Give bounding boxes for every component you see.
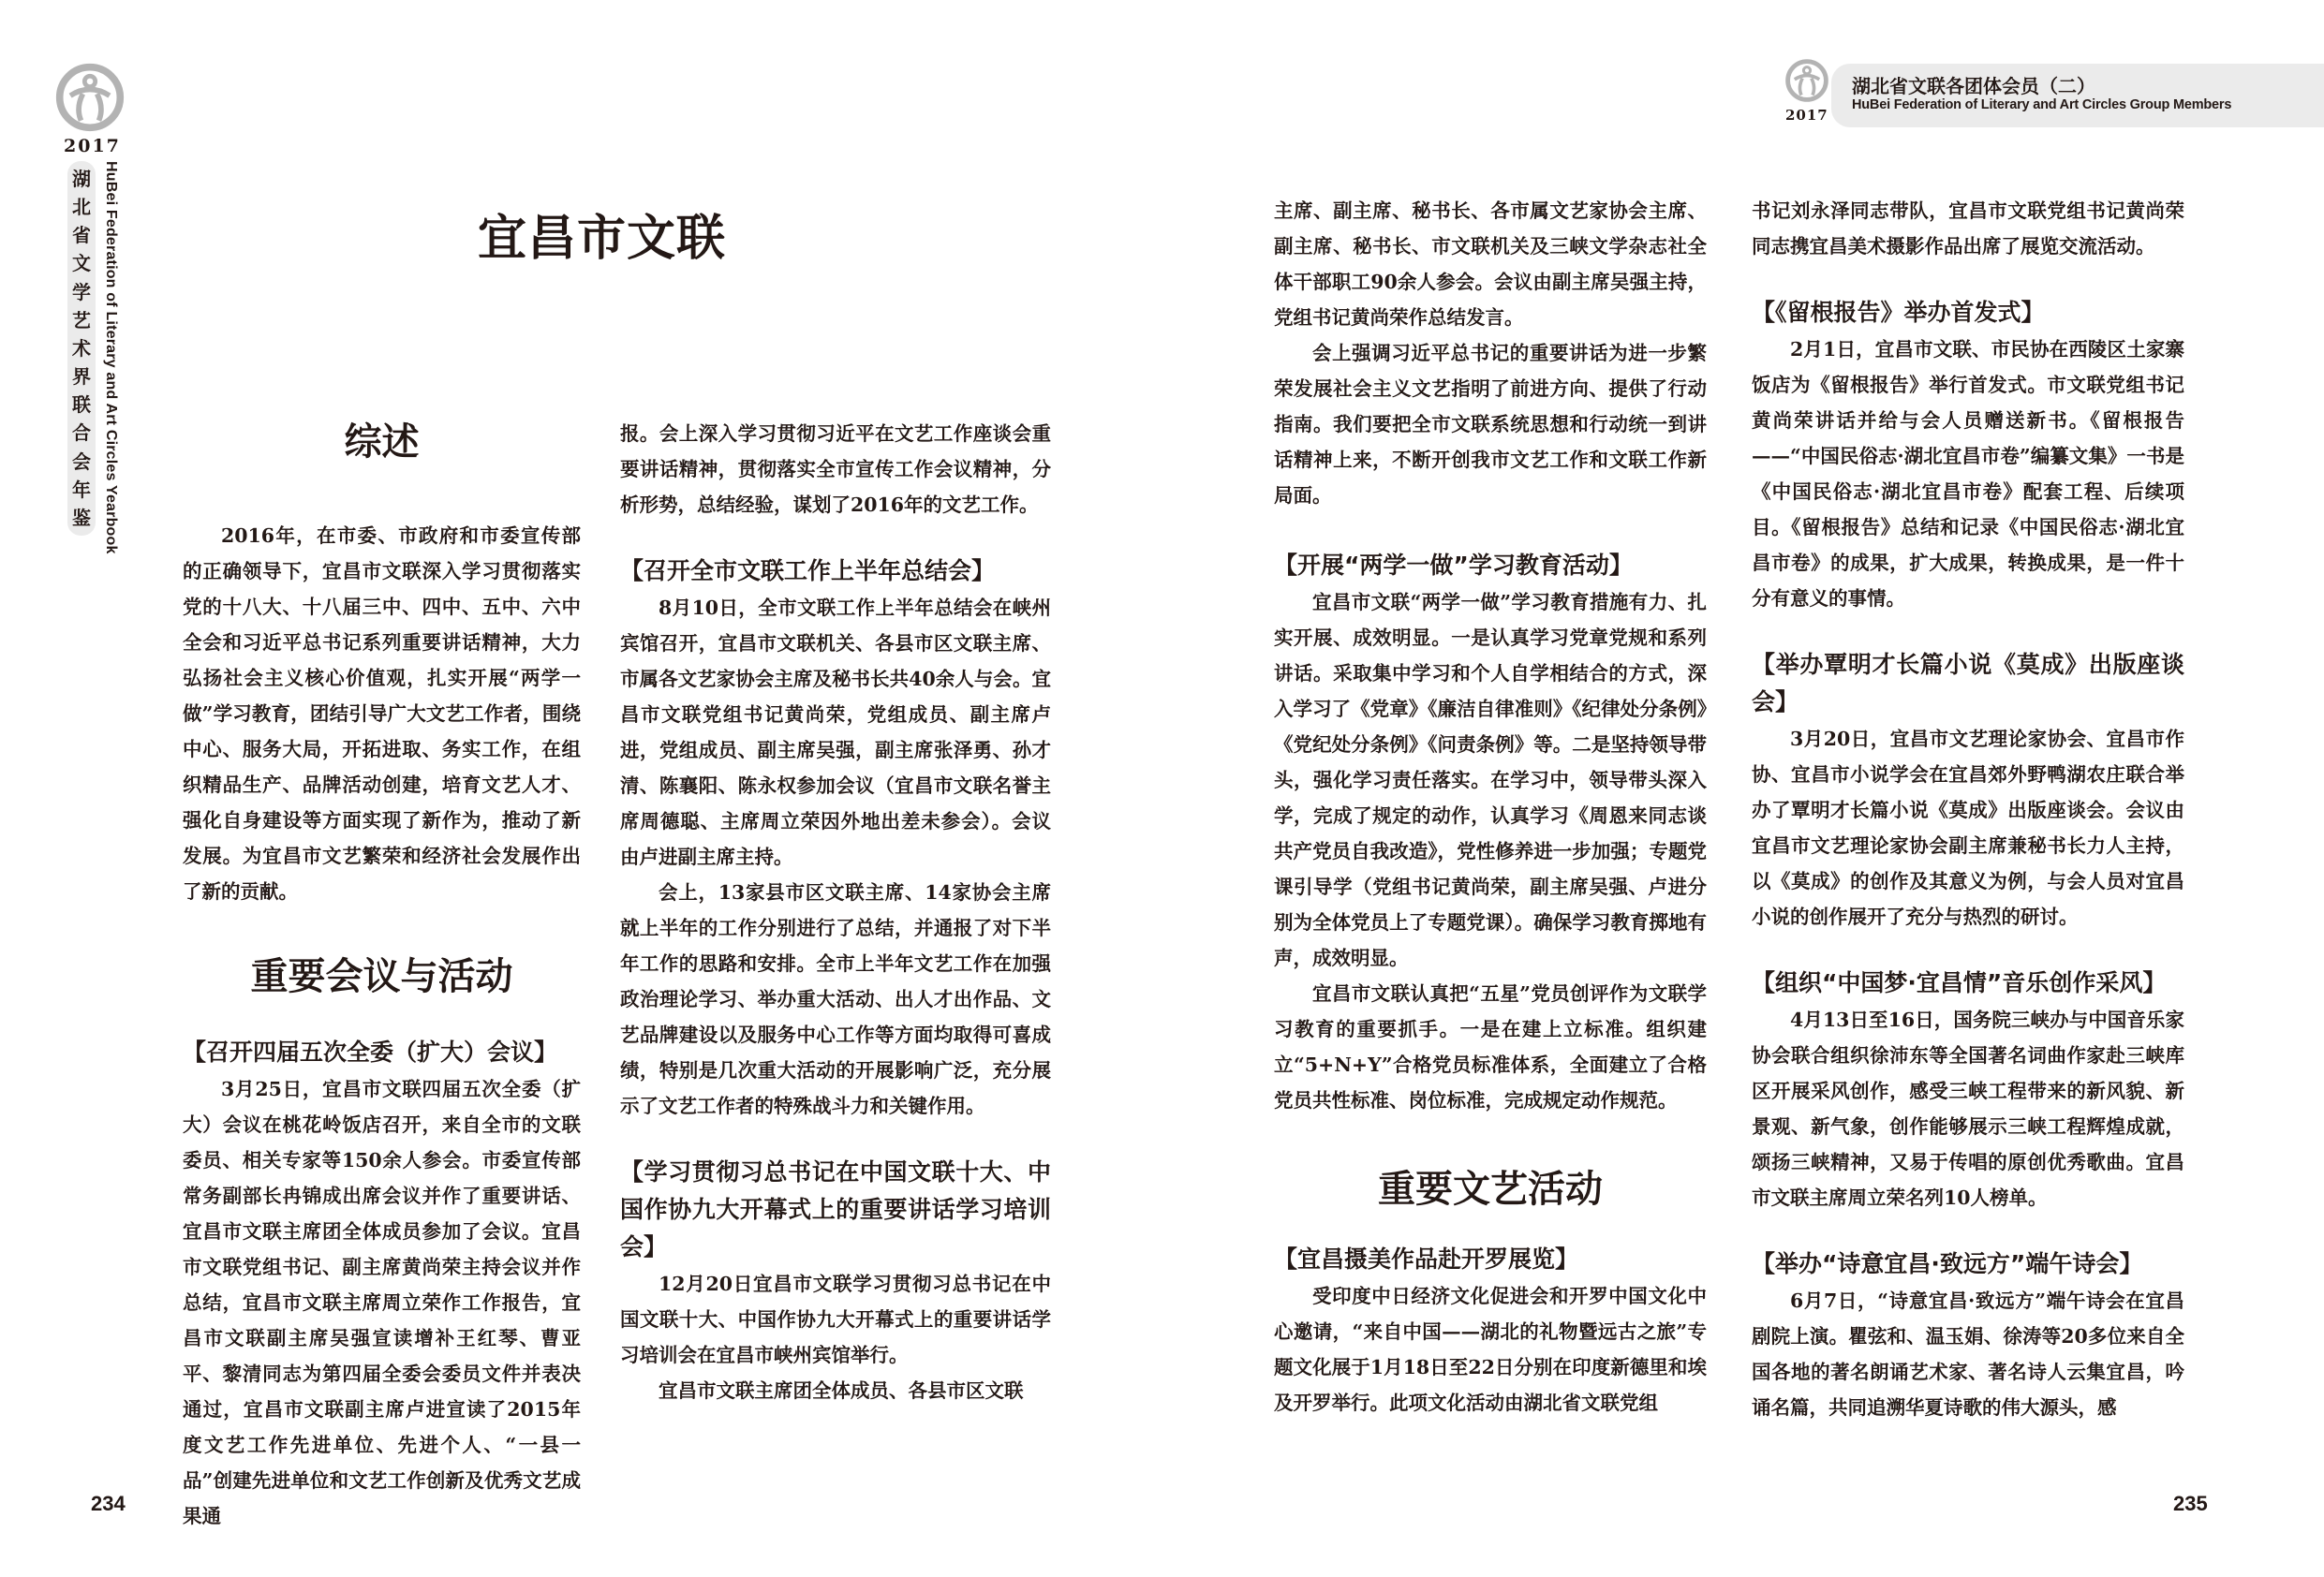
item-text-midyear-2: 会上，13家县市区文联主席、14家协会主席就上半年的工作分别进行了总结，并通报了对下半年工作的思路和安排。全市上半年文艺工作在加强政治理论学习、举办重大活动、出人才出作品、文艺品牌建设以及服务中心工作等方面均取得可喜成绩，特别是几次重大活动的开展影响广泛，充分展示了文艺工作者的特殊战斗力和关键作用。 (620, 881, 1051, 1117)
sidebar-char: 省 (72, 224, 91, 247)
sidebar-char: 术 (72, 336, 91, 360)
overview-paragraph: 2016年，在市委、市政府和市委宣传部的正确领导下，宜昌市文联深入学习贯彻落实党的十八大、十八届三中、四中、五中、六中全会和习近平总书记系列重要讲话精神，大力弘扬社会主义核心价值观，扎实开展“两学一做”学习教育，团结引导广大文艺工作者，围绕中心、服务大局，开拓进取、务实工作，在组织精品生产、品牌活动创建，培育文艺人才、强化自身建设等方面实现了新作为，推动了新发展。为宜昌市文艺繁荣和经济社会发展作出了新的贡献。 (183, 524, 581, 903)
section-title-meetings: 重要会议与活动 (250, 955, 513, 998)
federation-logo-icon (1784, 58, 1829, 103)
sidebar-char: 年 (72, 478, 91, 501)
item-text-training-2: 宜昌市文联主席团全体成员、各县市区文联 (659, 1379, 1024, 1402)
item-text-plenary: 3月25日，宜昌市文联四届五次全委（扩大）会议在桃花岭饭店召开，来自全市的文联委员、相关专家等150余人参会。市委宣传部常务副部长冉锦成出席会议并作了重要讲话、宜昌市文联主席团全体成员参加了会议。宜昌市文联党组书记、副主席黄尚荣主持会议并作总结，宜昌市文联主席周立荣作工作报告，宜昌市文联副主席吴强宣读增补王红琴、曹亚平、黎清同志为第四届全委会委员文件并表决通过，宜昌市文联副主席卢进宣读了2015年度文艺工作先进单位、先进个人、“一县一品”创建先进单位和文艺工作创新及优秀文艺成果通 (183, 1078, 581, 1527)
sidebar-char: 湖 (72, 168, 91, 190)
yearbook-sidebar-en: HuBei Federation of Literary and Art Circles Yearbook (103, 161, 119, 554)
header-title-cn: 湖北省文联各团体会员（二） (1852, 75, 2095, 97)
federation-logo-icon (54, 62, 126, 133)
item-title-mocheng: 【举办覃明才长篇小说《莫成》出版座谈会】 (1752, 651, 2184, 715)
item-title-liugen: 【《留根报告》举办首发式】 (1752, 299, 2045, 326)
section-title-arts: 重要文艺活动 (1378, 1168, 1603, 1211)
column-3 (1274, 193, 1707, 1421)
item-text-training-3: 会上强调习近平总书记的重要讲话为进一步繁荣发展社会主义文艺指明了前进方向、提供了行动指南。我们要把全市文联系统思想和行动统一到讲话精神上来，不断开创我市文艺工作和文联工作新局面。 (1274, 342, 1707, 507)
yearbook-sidebar-cn (67, 161, 96, 536)
year-label: 2017 (64, 136, 121, 156)
section-title-overview: 综述 (344, 420, 420, 464)
column-1 (183, 412, 581, 1534)
item-title-plenary: 【召开四届五次全委（扩大）会议】 (183, 1039, 558, 1066)
item-title-training: 【学习贯彻习总书记在中国文联十大、中国作协九大开幕式上的重要讲话学习培训会】 (620, 1158, 1051, 1260)
item-text-two-studies-1: 宜昌市文联“两学一做”学习教育措施有力、扎实开展、成效明显。一是认真学习党章党规和系列讲话。采取集中学习和个人自学相结合的方式，深入学习了《党章》《廉洁自律准则》《纪律处分条例》《党纪处分条例》《问责条例》等。二是坚持领导带头，强化学习责任落实。在学习中，领导带头深入学，完成了规定的动作，认真学习《周恩来同志谈共产党员自我改造》，党性修养进一步加强；专题党课引导学（党组书记黄尚荣，副主席吴强、卢进分别为全体党员上了专题党课）。确保学习教育掷地有声，成效明显。 (1274, 591, 1707, 969)
item-text-poetry: 6月7日，“诗意宜昌·致远方”端午诗会在宜昌剧院上演。瞿弦和、温玉娟、徐涛等20多位来自全国各地的著名朗诵艺术家、著名诗人云集宜昌，吟诵名篇，共同追溯华夏诗歌的伟大源头，感 (1752, 1290, 2184, 1419)
item-text-midyear-1: 8月10日，全市文联工作上半年总结会在峡州宾馆召开，宜昌市文联机关、各县市区文联主席、市属各文艺家协会主席及秘书长共40余人与会。宜昌市文联党组书记黄尚荣，党组成员、副主席卢进，党组成员、副主席吴强，副主席张泽勇、孙才清、陈襄阳、陈永权参加会议（宜昌市文联名誉主席周德聪、主席周立荣因外地出差未参会）。会议由卢进副主席主持。 (620, 597, 1051, 868)
item-title-midyear: 【召开全市文联工作上半年总结会】 (620, 557, 996, 584)
item-text-music: 4月13日至16日，国务院三峡办与中国音乐家协会联合组织徐沛东等全国著名词曲作家赴三峡库区开展采风创作，感受三峡工程带来的新风貌、新景观、新气象，创作能够展示三峡工程辉煌成就，颂扬三峡精神，又易于传唱的原创优秀歌曲。宜昌市文联主席周立荣名列10人榜单。 (1752, 1009, 2184, 1209)
year-label: 2017 (1785, 107, 1828, 124)
item-text-mocheng: 3月20日，宜昌市文艺理论家协会、宜昌市作协、宜昌市小说学会在宜昌郊外野鸭湖农庄联合举办了覃明才长篇小说《莫成》出版座谈会。会议由宜昌市文艺理论家协会副主席兼秘书长力人主持，以《莫成》的创作及其意义为例，与会人员对宜昌小说的创作展开了充分与热烈的研讨。 (1752, 728, 2184, 928)
item-title-poetry: 【举办“诗意宜昌·致远方”端午诗会】 (1752, 1250, 2143, 1277)
item-text-cairo: 受印度中日经济文化促进会和开罗中国文化中心邀请，“来自中国——湖北的礼物暨远古之旅”专题文化展于1月18日至22日分别在印度新德里和埃及开罗举行。此项文化活动由湖北省文联党组 (1274, 1285, 1707, 1414)
header-banner (1831, 64, 2324, 127)
header-title-en: HuBei Federation of Literary and Art Circles Group Members (1852, 97, 2232, 112)
item-title-two-studies: 【开展“两学一做”学习教育活动】 (1274, 552, 1633, 579)
item-text-two-studies-2: 宜昌市文联认真把“五星”党员创评作为文联学习教育的重要抓手。一是在建上立标准。组织建立“5+N+Y”合格党员标准体系，全面建立了合格党员共性标准、岗位标准，完成规定动作规范。 (1274, 982, 1707, 1112)
item-text-cairo-cont: 书记刘永泽同志带队，宜昌市文联党组书记黄尚荣同志携宜昌美术摄影作品出席了展览交流活动。 (1752, 199, 2184, 258)
item-text-training-2-cont: 主席、副主席、秘书长、各市属文艺家协会主席、副主席、秘书长、市文联机关及三峡文学杂志社全体干部职工90余人参会。会议由副主席吴强主持，党组书记黄尚荣作总结发言。 (1274, 199, 1707, 329)
page-number-right: 235 (2173, 1492, 2208, 1515)
sidebar-char: 合 (72, 421, 91, 445)
sidebar-char: 艺 (72, 308, 91, 332)
page-number-left: 234 (91, 1492, 126, 1515)
sidebar-char: 文 (72, 252, 91, 275)
item-title-music: 【组织“中国梦·宜昌情”音乐创作采风】 (1752, 969, 2167, 996)
item-title-cairo: 【宜昌摄美作品赴开罗展览】 (1274, 1245, 1579, 1273)
sidebar-char: 北 (72, 196, 91, 219)
column-4 (1752, 193, 2184, 1425)
sidebar-char: 联 (72, 393, 91, 417)
item-text-plenary-cont: 报。会上深入学习贯彻习近平在文艺工作座谈会重要讲话精神，贯彻落实全市宣传工作会议精神，分析形势，总结经验，谋划了2016年的文艺工作。 (620, 422, 1051, 516)
sidebar-char: 会 (72, 450, 91, 473)
item-text-liugen: 2月1日，宜昌市文联、市民协在西陵区土家寨饭店为《留根报告》举行首发式。市文联党组书记黄尚荣讲话并给与会人员赠送新书。《留根报告——“中国民俗志·湖北宜昌市卷”编纂文集》一书是《中国民俗志·湖北宜昌市卷》配套工程、后续项目。《留根报告》总结和记录《中国民俗志·湖北宜昌市卷》的成果，扩大成果，转换成果，是一件十分有意义的事情。 (1752, 338, 2184, 610)
item-text-training-1: 12月20日宜昌市文联学习贯彻习总书记在中国文联十大、中国作协九大开幕式上的重要讲话学习培训会在宜昌市峡州宾馆举行。 (620, 1273, 1051, 1366)
sidebar-char: 鉴 (72, 506, 91, 529)
column-2 (620, 416, 1051, 1408)
page-title: 宜昌市文联 (478, 210, 727, 267)
sidebar-char: 界 (72, 365, 91, 389)
sidebar-char: 学 (72, 280, 91, 303)
